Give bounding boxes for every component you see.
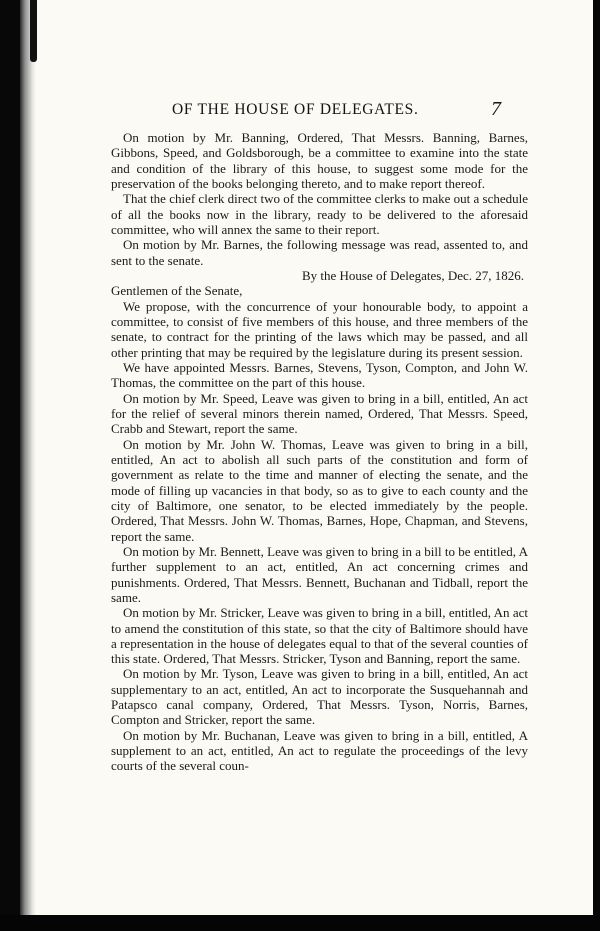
scan-frame-left	[0, 0, 20, 931]
scan-frame-bottom	[0, 915, 600, 931]
paragraph-chief-clerk: That the chief clerk direct two of the committee clerks to make out a schedule of all the books now in the library, ready to be delivered to the aforesaid committee, who will annex the same to their report.	[111, 191, 529, 237]
page-number: 7	[491, 98, 501, 120]
paragraph-speed-motion: On motion by Mr. Speed, Leave was given to bring in a bill, entitled, An act for the relief of several minors therein named, Ordered, That Messrs. Speed, Crabb and Stewart, report the same.	[111, 390, 528, 437]
paragraph-barnes-message: On motion by Mr. Barnes, the following message was read, assented to, and sent to the senate.	[111, 237, 528, 268]
message-dateline: By the House of Delegates, Dec. 27, 1826.	[301, 267, 524, 283]
body-text	[111, 130, 528, 774]
paragraph-buchanan-motion: On motion by Mr. Buchanan, Leave was given to bring in a bill, entitled, A supplement to an act, entitled, An act to regulate the proceedings of the levy courts of the several coun-	[111, 727, 528, 774]
margin-ink-mark	[30, 0, 37, 62]
running-head: OF THE HOUSE OF DELEGATES.	[172, 101, 419, 118]
document-page	[20, 0, 593, 915]
paragraph-stricker-motion: On motion by Mr. Stricker, Leave was given to bring in a bill, entitled, An act to amend the constitution of this state, so that the city of Baltimore should have a representation in the house of delegates equal to that of the several counties of this state. Ordered, That Messrs. Stricker, Tyson and Banning, report the same.	[111, 605, 528, 667]
paragraph-thomas-motion: On motion by Mr. John W. Thomas, Leave was given to bring in a bill, entitled, An act to abolish all such parts of the constitution and form of government as relate to the time and manner of electing the senate, and the mode of filling up vacancies in that body, so as to give to each county and the city of Baltimore, one senator, to be elected immediately by the people. Ordered, That Messrs. John W. Thomas, Barnes, Hope, Chapman, and Stevens, report the same.	[111, 436, 528, 544]
binding-shadow	[20, 0, 36, 915]
paragraph-appointed-committee: We have appointed Messrs. Barnes, Stevens, Tyson, Compton, and John W. Thomas, the committee on the part of this house.	[111, 359, 528, 391]
paragraph-printing-proposal: We propose, with the concurrence of your honourable body, to appoint a committee, to consist of five members of this house, and three members of the senate, to contract for the printing of the laws which may be passed, and all other printing that may be required by the legislature during its present session.	[111, 298, 528, 360]
paragraph-library-committee: On motion by Mr. Banning, Ordered, That Messrs. Banning, Barnes, Gibbons, Speed, and Goldsborough, be a committee to examine into the state and condition of the library of this house, to suggest some mode for the preservation of the books belonging thereto, and to make report thereof.	[111, 130, 528, 191]
page-header	[20, 98, 593, 125]
scan-frame-right	[593, 0, 600, 931]
paragraph-bennett-motion: On motion by Mr. Bennett, Leave was given to bring in a bill to be entitled, A further supplement to an act, entitled, An act concerning crimes and punishments. Ordered, That Messrs. Bennett, Buchanan and Tidball, report the same.	[111, 543, 528, 605]
paragraph-tyson-motion: On motion by Mr. Tyson, Leave was given to bring in a bill, entitled, An act supplementary to an act, entitled, An act to incorporate the Susquehannah and Patapsco canal company, Ordered, That Messrs. Tyson, Norris, Barnes, Compton and Stricker, report the same.	[111, 666, 528, 728]
message-salutation: Gentlemen of the Senate,	[111, 283, 243, 299]
